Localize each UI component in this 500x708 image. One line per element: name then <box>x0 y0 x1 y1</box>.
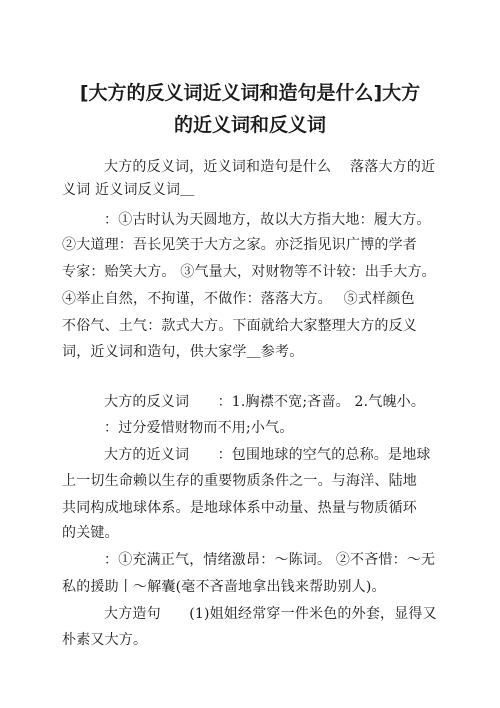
body-text-line: ：①充满正气，情绪激昂：～陈词。 ②不吝惜：～无 <box>104 552 436 568</box>
document-title-line-1: [大方的反义词近义词和造句是什么]大方 <box>79 82 421 104</box>
document-title-line-2: 的近义词和反义词 <box>173 114 326 136</box>
body-text-line: 上一切生命赖以生存的重要物质条件之一。与海洋、陆地 <box>62 473 417 489</box>
body-text-line: 共同构成地球体系。是地球体系中动量、热量与物质循环 <box>62 500 417 516</box>
body-text-line: 大方的反义词，近义词和造句是什么 落落大方的近 <box>104 159 436 175</box>
body-text-line: ：过分爱惜财物而不用;小气。 <box>104 420 294 436</box>
body-text-line: 专家：贻笑大方。 ③气量大，对财物等不计较：出手大方。 <box>62 264 436 280</box>
body-text-line: 义词 近义词反义词＿ <box>62 182 195 198</box>
body-text-line: 大方的近义词 ：包围地球的空气的总称。是地球 <box>104 447 431 463</box>
body-text-line: 词，近义词和造句，供大家学＿参考。 <box>62 344 304 360</box>
body-text-line: ②大道理：吾长见笑于大方之家。亦泛指见识广博的学者 <box>62 237 417 253</box>
body-text-line: ：①古时认为天圆地方，故以大方指大地：履大方。 <box>104 212 431 228</box>
body-text-line: ④举止自然，不拘谨，不做作：落落大方。 ⑤式样颜色 <box>62 291 415 307</box>
body-text-line: 朴素又大方。 <box>62 632 148 648</box>
body-text-line: 的关键。 <box>62 525 119 541</box>
body-text-line: 私的援助丨～解囊(毫不吝啬地拿出钱来帮助别人)。 <box>62 579 386 595</box>
body-text-line: 大方的反义词 ：1.胸襟不宽;吝啬。 2.气魄小。 <box>104 394 426 410</box>
body-text-line: 不俗气、土气：款式大方。下面就给大家整理大方的反义 <box>62 318 417 334</box>
body-text-line: 大方造句 (1)姐姐经常穿一件米色的外套，显得又 <box>104 606 437 622</box>
